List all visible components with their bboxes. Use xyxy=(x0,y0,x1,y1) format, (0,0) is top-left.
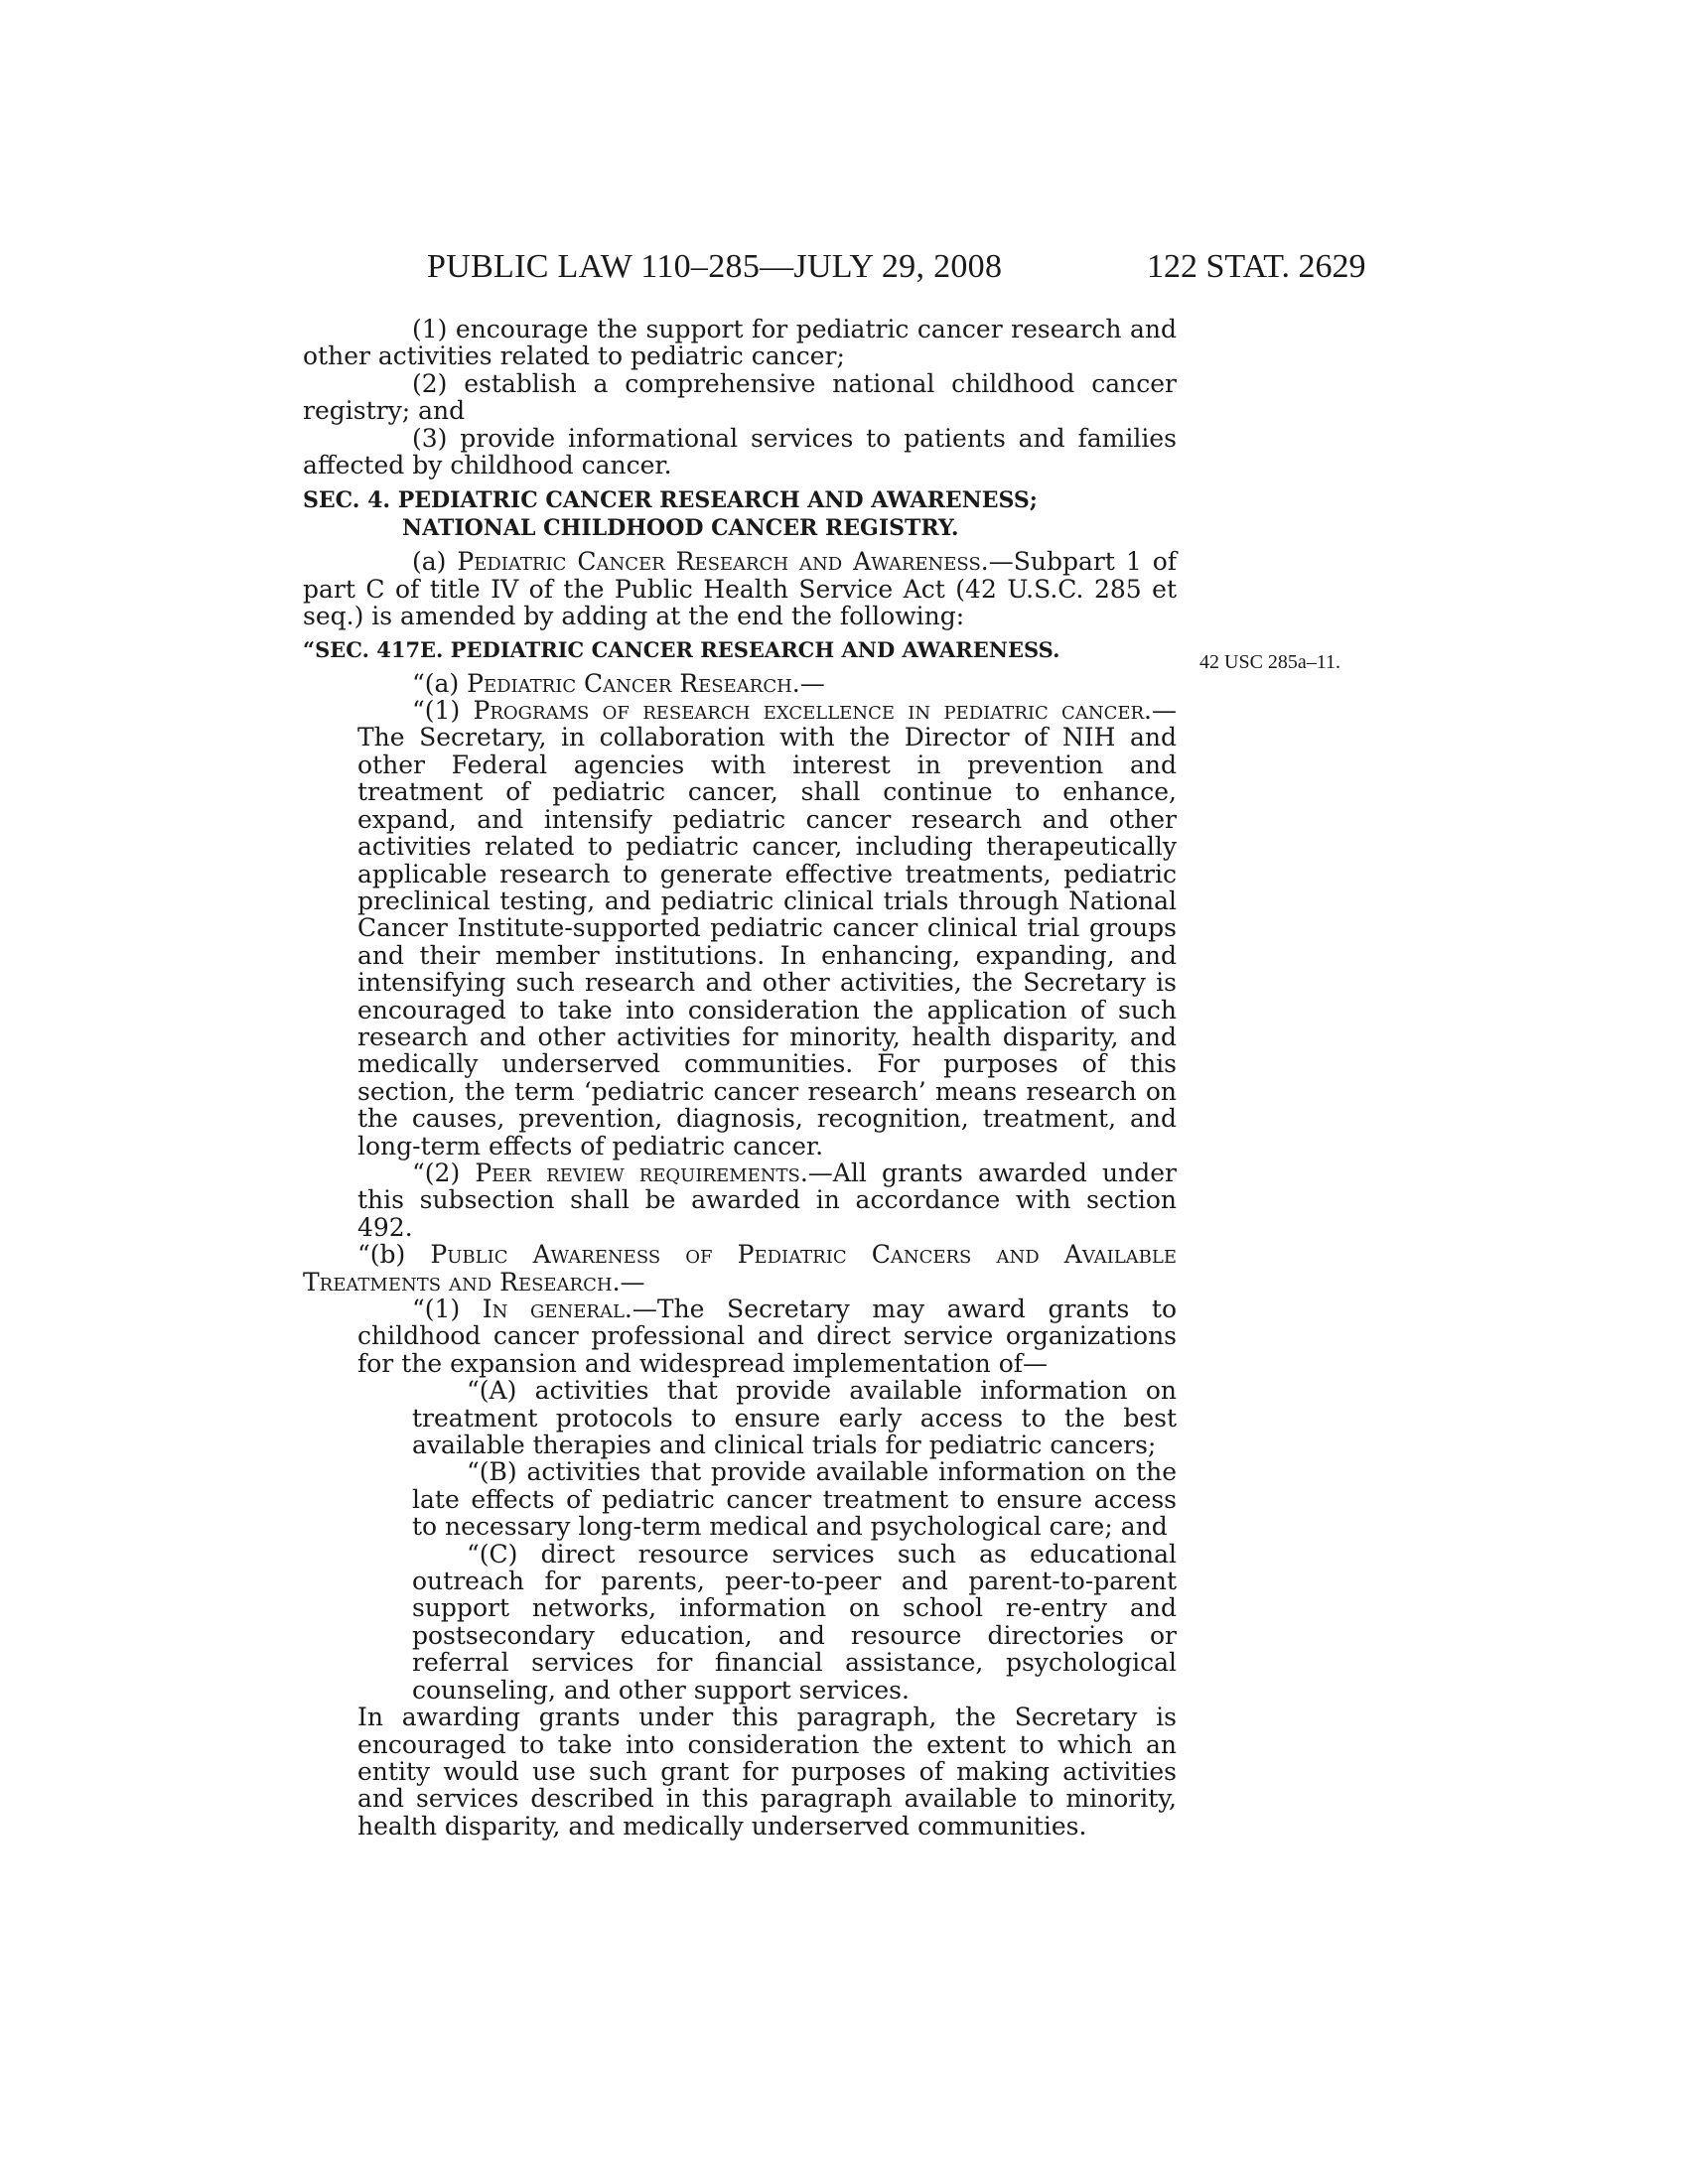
quoted-subsection-a-label: “(a) xyxy=(412,668,468,698)
quoted-subsection-a-tail: — xyxy=(799,668,825,698)
quoted-paragraph-a1 xyxy=(303,697,1177,1160)
quoted-subsection-b xyxy=(303,1241,1177,1296)
quoted-paragraph-b1 xyxy=(303,1296,1177,1377)
quoted-paragraph-b1-text: —The Secretary may award grants to childhood cancer professional and direct service organizations for the expansion and widespread implementation of— xyxy=(357,1295,1177,1378)
quoted-paragraph-a1-caption: Programs of research excellence in pediatric cancer. xyxy=(473,696,1152,726)
quoted-subsection-a-caption: Pediatric Cancer Research. xyxy=(467,668,800,698)
subsection-a-paragraph xyxy=(303,548,1177,629)
quoted-subsection-b-tail: — xyxy=(620,1267,645,1297)
running-header: PUBLIC LAW 110–285—JULY 29, 2008 xyxy=(427,248,1003,285)
quoted-paragraph-a2-text: —All grants awarded under this subsection shall be awarded in accordance with section 492. xyxy=(357,1158,1178,1242)
quoted-subsection-b-label: “(b) xyxy=(357,1240,431,1270)
quoted-paragraph-a1-label: “(1) xyxy=(412,696,474,726)
quoted-paragraph-a1-text: —The Secretary, in collaboration with the Director of NIH and other Federal agencies with interest in prevention and treatment of pediatric cancer, shall continue to enhance, expand, and intensify pediatric cancer research and other activities related to pediatric cancer, including therapeutically applicable research to generate effective treatments, pediatric preclinical testing, and pediatric clinical trials through National Cancer Institute-supported pediatric cancer clinical trial groups and their member institutions. In enhancing, expanding, and intensifying such research and other activities, the Secretary is encouraged to take into consideration the application of such research and other activities for minority, health disparity, and medically underserved communities. For purposes of this section, the term ‘pediatric cancer research’ means research on the causes, prevention, diagnosis, recognition, treatment, and long-term effects of pediatric cancer. xyxy=(357,696,1177,1160)
closing-paragraph: In awarding grants under this paragraph, the Secretary is encouraged to take into consideration the extent to which an entity would use such grant for purposes of making activities and services described in this paragraph available to minority, health disparity, and medically underserved communities. xyxy=(357,1703,1177,1841)
section-4-heading: SEC. 4. PEDIATRIC CANCER RESEARCH AND AWARENESS; NATIONAL CHILDHOOD CANCER REGISTRY. xyxy=(303,487,1038,542)
statute-page-number: 122 STAT. 2629 xyxy=(1147,248,1366,285)
purpose-item-2: (2) establish a comprehensive national childhood cancer registry; and xyxy=(303,368,1177,426)
subsection-a-text: —Subpart 1 of part C of title IV of the Public Health Service Act (42 U.S.C. 285 et seq.) is amended by adding at the end the following: xyxy=(303,547,1177,631)
section-417e-heading: “SEC. 417E. PEDIATRIC CANCER RESEARCH AND AWARENESS. xyxy=(303,636,1060,662)
quoted-paragraph-a2-label: “(2) xyxy=(412,1158,476,1187)
subsection-a-caption: Pediatric Cancer Research and Awareness. xyxy=(457,547,989,577)
quoted-paragraph-a2-caption: Peer review requirements. xyxy=(475,1158,808,1187)
quoted-subsection-a xyxy=(303,670,1177,697)
document-body xyxy=(303,316,1177,1840)
purpose-item-1: (1) encourage the support for pediatric cancer research and other activities related to pediatric cancer; xyxy=(303,315,1177,371)
margin-citation: 42 USC 285a–11. xyxy=(1199,651,1341,673)
quoted-paragraph-a2 xyxy=(303,1160,1177,1241)
quoted-paragraph-b1-label: “(1) xyxy=(412,1295,483,1323)
subsection-a-label: (a) xyxy=(412,547,458,577)
quoted-subsection-b-caption: Public Awareness of Pediatric Cancers and Available Treatments and Research. xyxy=(303,1240,1177,1297)
purpose-item-3: (3) provide informational services to patients and families affected by childhood cancer. xyxy=(303,423,1177,480)
quoted-paragraph-b1-caption: In general. xyxy=(482,1295,633,1323)
quoted-subparagraph-B: “(B) activities that provide available information on the late effects of pediatric cancer treatment to ensure access to necessary long-term medical and psychological care; and xyxy=(412,1457,1177,1542)
quoted-subparagraph-A: “(A) activities that provide available information on treatment protocols to ensure early access to the best available therapies and clinical trials for pediatric cancers; xyxy=(412,1376,1177,1460)
quoted-subparagraph-C: “(C) direct resource services such as educational outreach for parents, peer-to-peer and parent-to-parent support networks, information on school re-entry and postsecondary education, and resource directories or referral services for financial assistance, psychological counseling, and other support services. xyxy=(412,1539,1177,1705)
